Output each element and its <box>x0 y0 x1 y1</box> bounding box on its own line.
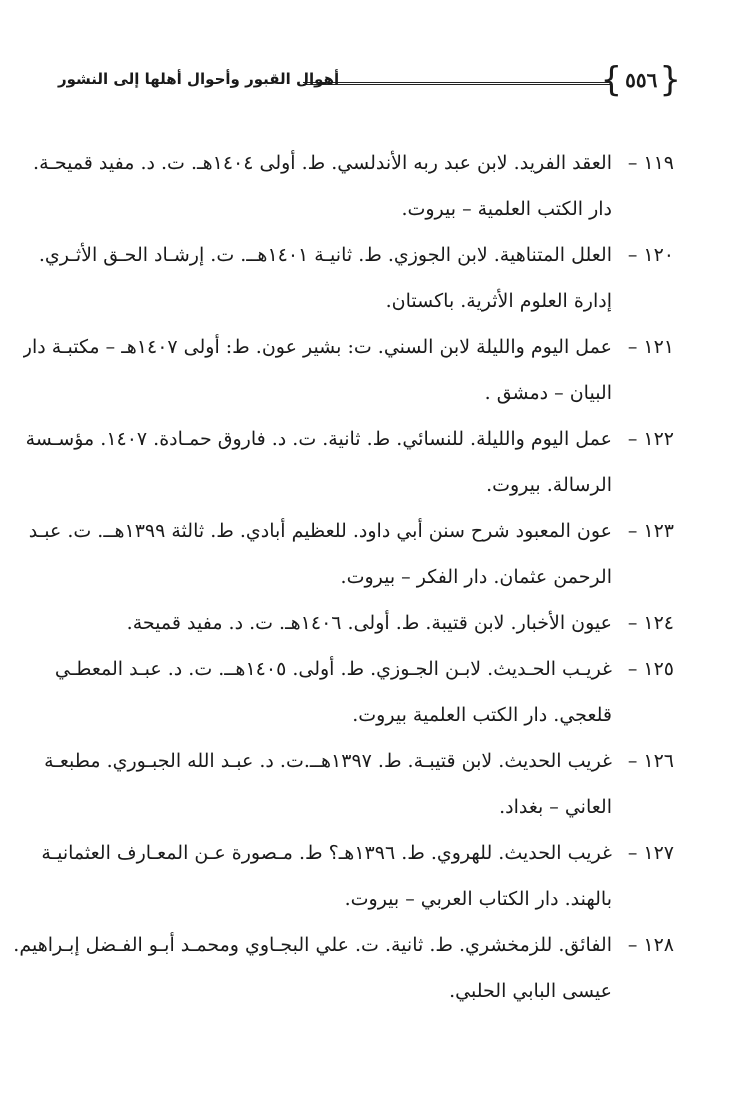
entry-line: عيون الأخبار. لابن قتيبة. ط. أولى. ١٤٠٦هـ. ت. د. مفيد قميحة. <box>126 612 612 634</box>
entry-text <box>13 922 612 1014</box>
entry-text <box>23 324 612 416</box>
entry-text <box>39 232 612 324</box>
entry-number: ١٢١ – <box>627 336 674 358</box>
entry-line: العقد الفريد. لابن عبد ربه الأندلسي. ط. أولى ١٤٠٤هـ. ت. د. مفيد قميحـة. <box>33 152 612 174</box>
bibliography-entry <box>38 232 674 324</box>
bibliography-entry <box>33 140 674 232</box>
entry-line: إدارة العلوم الأثرية. باكستان. <box>385 290 612 312</box>
entry-number: ١٢٢ – <box>627 428 674 450</box>
right-brace-ornament: { <box>659 60 682 100</box>
header-double-rule <box>303 82 610 85</box>
entry-number: ١١٩ – <box>627 152 674 174</box>
entry-text <box>29 508 612 600</box>
entry-number: ١٢٠ – <box>627 244 674 266</box>
entry-line: الفائق. للزمخشري. ط. ثانية. ت. علي البجـاوي ومحمـد أبـو الفـضل إبـراهيم. <box>13 934 612 956</box>
entry-number: ١٢٤ – <box>627 612 674 634</box>
bibliography-entry <box>25 416 674 508</box>
left-brace-ornament: } <box>600 60 624 100</box>
entry-number: ١٢٣ – <box>627 520 674 542</box>
bibliography-entry <box>28 508 674 600</box>
entry-line: عمل اليوم والليلة لابن السني. ت: بشير عون. ط: أولى ١٤٠٧هـ – مكتبـة دار <box>22 336 612 358</box>
bibliography-entry <box>44 738 674 830</box>
entry-line: البيان – دمشق . <box>484 382 612 404</box>
entry-line: قلعجي. دار الكتب العلمية بيروت. <box>352 704 612 726</box>
running-header <box>58 60 688 104</box>
book-title: أهوال القبور وأحوال أهلها إلى النشور <box>58 70 340 88</box>
entry-text <box>26 416 612 508</box>
entry-number: ١٢٧ – <box>627 842 674 864</box>
bibliography-entry <box>54 646 674 738</box>
page-number: ٥٥٦ <box>625 68 658 92</box>
entry-line: غريب الحديث. للهروي. ط. ١٣٩٦هـ؟ ط. مـصورة عـن المعـارف العثمانيـة <box>41 842 612 864</box>
bibliography-entry <box>62 600 674 646</box>
entry-text <box>62 600 612 646</box>
entry-line: الرحمن عثمان. دار الفكر – بيروت. <box>340 566 612 588</box>
entry-line: بالهند. دار الكتاب العربي – بيروت. <box>344 888 612 910</box>
entry-number: ١٢٦ – <box>627 750 674 772</box>
entry-number: ١٢٥ – <box>627 658 674 680</box>
entry-line: غريب الحديث. لابن قتيبـة. ط. ١٣٩٧هــ.ت. د. عبـد الله الجبـوري. مطبعـة <box>44 750 612 772</box>
entry-text <box>44 738 612 830</box>
entry-line: دار الكتب العلمية – بيروت. <box>401 198 612 220</box>
entry-line: العاني – بغداد. <box>499 796 612 818</box>
entry-text <box>55 646 612 738</box>
entry-line: غريـب الحـديث. لابـن الجـوزي. ط. أولى. ١٤٠٥هــ. ت. د. عبـد المعطـي <box>54 658 612 680</box>
entry-number: ١٢٨ – <box>627 934 674 956</box>
entry-text <box>41 830 612 922</box>
entry-line: عون المعبود شرح سنن أبي داود. للعظيم أبادي. ط. ثالثة ١٣٩٩هــ. ت. عبـد <box>28 520 612 542</box>
entry-line: عمل اليوم والليلة. للنسائي. ط. ثانية. ت. د. فاروق حمـادة. ١٤٠٧. مؤسـسة <box>25 428 612 450</box>
bibliography-entry <box>13 922 674 1014</box>
page-number-box <box>594 60 688 100</box>
entry-line: العلل المتناهية. لابن الجوزي. ط. ثانيـة ١٤٠١هــ. ت. إرشـاد الحـق الأثـري. <box>38 244 612 266</box>
entry-line: عيسى البابي الحلبي. <box>449 980 612 1002</box>
bibliography-list <box>13 140 674 1014</box>
bibliography-entry <box>22 324 674 416</box>
bibliography-entry <box>41 830 674 922</box>
entry-text <box>33 140 612 232</box>
entry-line: الرسالة. بيروت. <box>486 474 612 496</box>
